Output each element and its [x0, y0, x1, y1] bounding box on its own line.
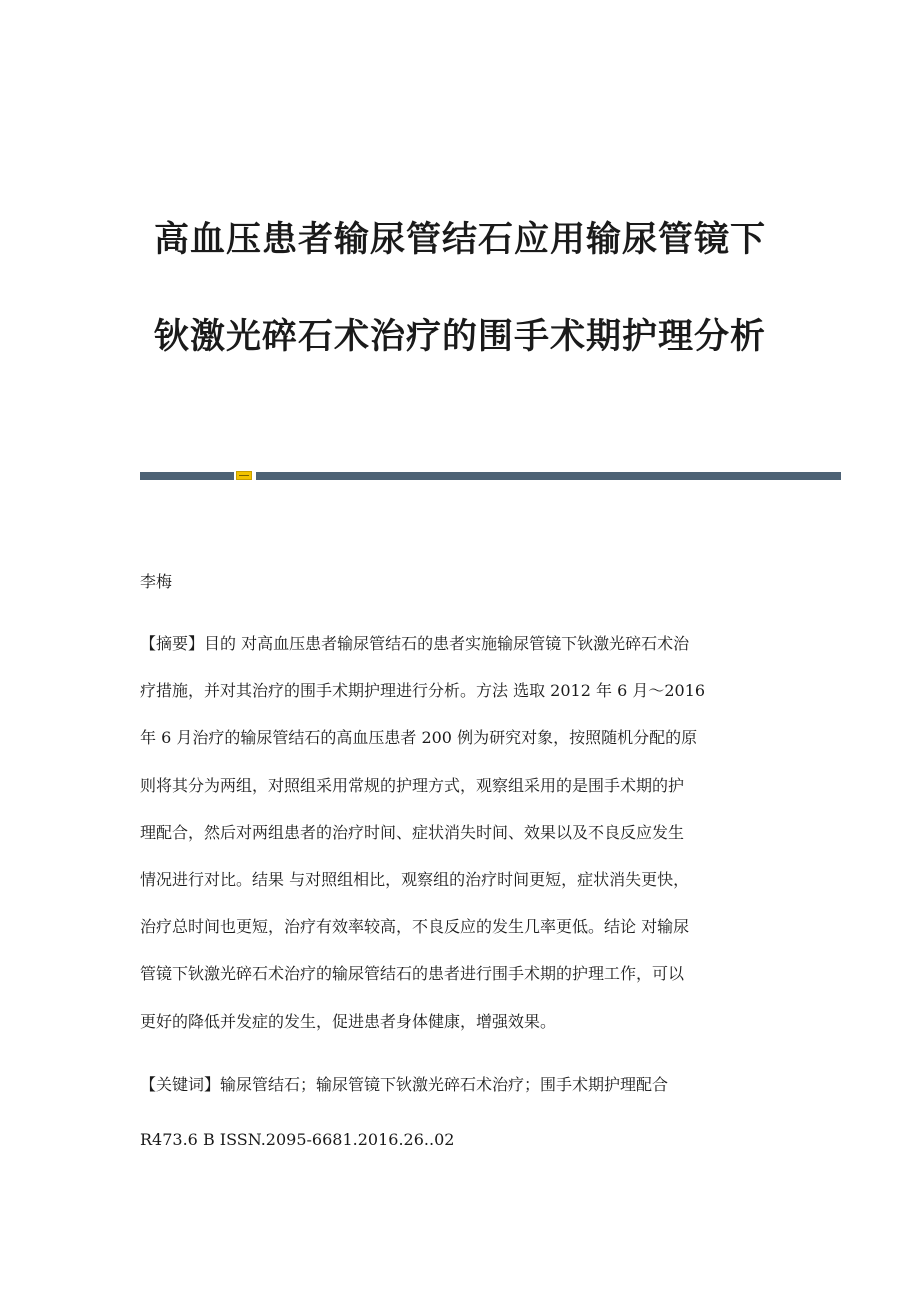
abstract-line: 则将其分为两组，对照组采用常规的护理方式，观察组采用的是围手术期的护	[140, 775, 685, 795]
author: 李梅	[140, 572, 173, 591]
title-line-1: 高血压患者输尿管结石应用输尿管镜下	[153, 220, 766, 260]
abstract-line: 【摘要】目的 对高血压患者输尿管结石的患者实施输尿管镜下钬激光碎石术治	[140, 634, 690, 653]
divider-rule-left	[140, 472, 234, 480]
abstract-line: 疗措施，并对其治疗的围手术期护理进行分析。方法 选取 2012 年 6 月～2016	[140, 681, 706, 701]
classification-code: R473.6 B ISSN.2095-6681.2016.26..02	[140, 1130, 455, 1149]
divider-rule-right	[256, 472, 841, 480]
keywords: 【关键词】输尿管结石；输尿管镜下钬激光碎石术治疗；围手术期护理配合	[140, 1075, 669, 1094]
abstract-line: 治疗总时间也更短，治疗有效率较高，不良反应的发生几率更低。结论 对输尿	[140, 917, 690, 937]
abstract-line: 更好的降低并发症的发生，促进患者身体健康，增强效果。	[140, 1011, 557, 1031]
divider-badge-icon	[236, 471, 252, 480]
abstract-line: 情况进行对比。结果 与对照组相比，观察组的治疗时间更短，症状消失更快，	[140, 869, 690, 889]
title-line-2: 钬激光碎石术治疗的围手术期护理分析	[153, 317, 766, 357]
abstract	[140, 620, 780, 1045]
abstract-line: 年 6 月治疗的输尿管结石的高血压患者 200 例为研究对象，按照随机分配的原	[140, 728, 698, 748]
abstract-line: 管镜下钬激光碎石术治疗的输尿管结石的患者进行围手术期的护理工作，可以	[140, 964, 685, 984]
abstract-line: 理配合，然后对两组患者的治疗时间、症状消失时间、效果以及不良反应发生	[140, 822, 685, 842]
